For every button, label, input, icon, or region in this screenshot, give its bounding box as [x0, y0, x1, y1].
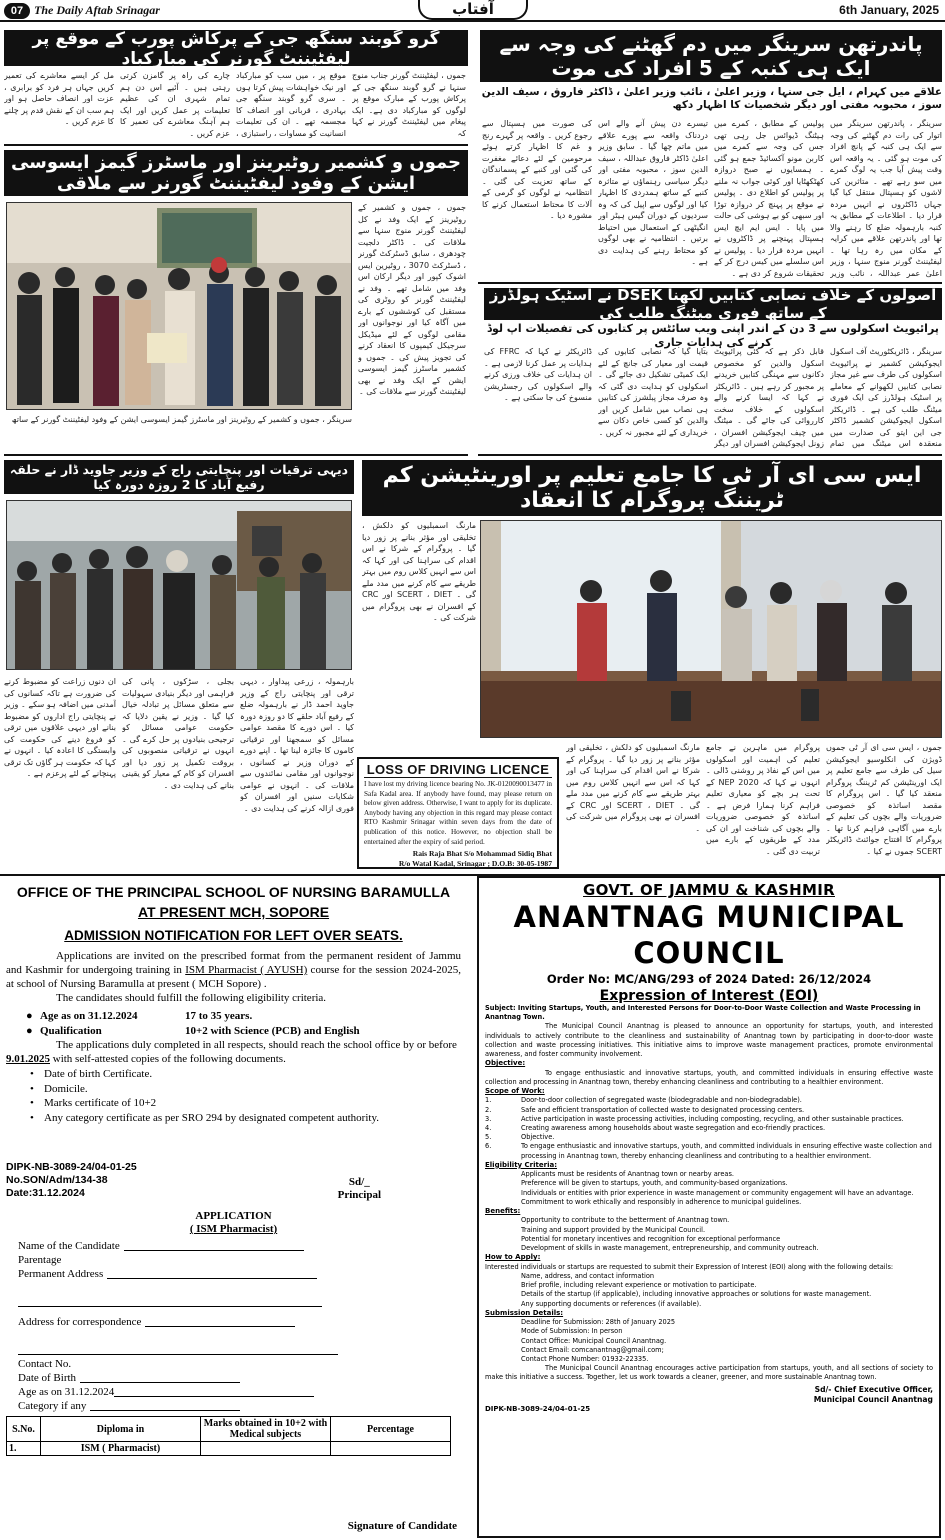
list-item: [485, 1318, 933, 1327]
suffocation-col-4: کی صورت میں ہسپتال سے رجوع کریں ۔ واقعہ پر گہرے رنج و غم کا اظہار کرتے ہوئے مرحومین کے لئے دعائے مغفرت کی گئی اور کنبے کے پسماندگان کے ساتھ تعزیت کی گئی ۔ انتظامیہ نے لوگوں کو گرمی کے آلات کا محتاط استعمال کرنے کا مشورہ دیا ۔: [482, 119, 592, 220]
rotarians-col-1: جموں ، جموں و کشمیر کے روٹیرینز کے ایک وفد نے کل لیفٹیننٹ گورنر منوج سنہا سے ملاقات کی ۔ ڈاکٹر دلجیت چودھری ، سابق ڈسٹرکٹ گورنر ، ڈسٹرکٹ 3070 ، روٹیرین ایس اشوک کپور اور دیگر ارکان اس وفد میں شامل تھے ۔ وفد نے لیفٹیننٹ گورنر کو روٹری کی مستقبل کی کوششوں کے بارے میں آگاہ کیا اور نوجوانوں اور مقامی لوگوں کے لئے میڈیکل سرجیکل کیمپوں کا انعقاد کرنے کی تجویز پیش کی ۔ جموں و کشمیر ماسٹرز گیمز ایسوسی ایشن کے ایک وفد نے بھی لیفٹیننٹ گورنر سے ملاقات کی ۔: [358, 203, 466, 396]
table-row: [7, 1442, 451, 1456]
application-title: APPLICATION: [195, 1210, 272, 1222]
eoi-closing: The Municipal Council Anantnag encourages active participation from startups, youth, and all sections of society to make this initiative a success. Together, let us work towards a cleaner, greener, and more sustainable Anantnag town.: [485, 1364, 933, 1382]
table-cell[interactable]: [201, 1442, 331, 1456]
table-header: Diploma in: [41, 1417, 201, 1442]
table-header: S.No.: [7, 1417, 41, 1442]
list-item: [485, 1337, 933, 1346]
eoi-council: ANANTNAG MUNICIPAL COUNCIL: [513, 900, 905, 970]
item-number: 1.: [485, 1096, 492, 1105]
field-line[interactable]: [114, 1386, 314, 1397]
javid-col-3: ان دنوں زراعت کو مضبوط کرنے کی ضرورت ہے تاکہ کسانوں کی آمدنی میں اضافہ ہو سکے ۔ وزیر نے پنچایتی راج اداروں کو مضبوط بنانے اور دیہی علاقوں میں ترقی کو فروغ دینے کی حکومت کی وابستگی کا اعادہ کیا ۔ انہوں نے کہا کہ حکومت ہر گاؤں تک ترقی پہنچانے کے لئے پرعزم ہے ۔: [4, 677, 116, 778]
eoi-intro: The Municipal Council Anantnag is pleased to announce an opportunity for startups, youth, and interested individuals to actively contribute to the cleanliness and sustainability of Anantnag town by participating in door-to-door waste collection and waste processing initiatives. This initiative aims to improve waste management practices, promote environmental awareness, and foster community involvement.: [485, 1022, 933, 1059]
submit-text-b: with self-attested copies of the following documents.: [50, 1053, 286, 1065]
contact-phone: Contact Phone Number: 01932-22335.: [521, 1354, 649, 1363]
criteria-list: [26, 1009, 461, 1038]
list-item: [485, 1106, 933, 1115]
eoi-dipk: DIPK-NB-3089-24/04-01-25: [485, 1404, 591, 1413]
eoi-scope-label: Scope of Work:: [485, 1087, 545, 1096]
criteria-age: ● Age as on 31.12.2024 17 to 35 years.: [26, 1010, 253, 1022]
field-label: Age as on 31.12.2024: [18, 1386, 115, 1398]
age-label: Age as on 31.12.2024: [40, 1010, 138, 1022]
item-number: 3.: [485, 1114, 492, 1123]
field-line[interactable]: [90, 1400, 240, 1411]
eoi-signatory-office: Municipal Council Anantnag: [813, 1394, 933, 1404]
item-text: Applicants must be residents of Anantnag town or nearby areas.: [521, 1170, 734, 1179]
publication-name: The Daily Aftab Srinagar: [34, 3, 160, 17]
item-text: Potential for monetary incentives and recognition for exceptional performance: [521, 1234, 781, 1243]
eoi-benefits-label: Benefits:: [485, 1207, 521, 1216]
javid-headline: دیہی ترقیات اور پنچایتی راج کے وزیر جاوید ڈار نے حلقہ رفیع آباد کا 2 روزہ دورہ کیا: [4, 460, 354, 494]
doc-text: Any category certificate as per SRO 294 by designated competent authority.: [44, 1111, 379, 1124]
item-text: Development of skills in waste management, entrepreneurship, and community outreach.: [521, 1244, 819, 1253]
list-item: [485, 1355, 933, 1364]
table-header: Marks obtained in 10+2 with Medical subjects: [201, 1417, 331, 1442]
field-label: Address for correspondence: [18, 1316, 142, 1328]
ad-eligibility-line: The candidates should fulfill the following eligibility criteria.: [56, 992, 327, 1004]
item-number: 4.: [485, 1124, 492, 1133]
divider: [478, 282, 942, 284]
ref-dipk: DIPK-NB-3089-24/04-01-25: [6, 1161, 137, 1173]
age-value: 17 to 35 years.: [185, 1010, 253, 1022]
criteria-qualification: ● Qualification 10+2 with Science (PCB) and English: [26, 1024, 360, 1037]
item-text: To engage enthusiastic and innovative startups, youth, and committed individuals in ensuring effective waste collection and processing in Anantnag town, thereby enhancing cleanliness and contributing to a healthier environment.: [521, 1142, 932, 1160]
licence-title: LOSS OF DRIVING LICENCE: [364, 762, 552, 778]
list-item: [485, 1235, 933, 1244]
eoi-scope-list: [485, 1096, 933, 1160]
scert-col-2: پروگرام میں ماہرین نے جامع تعلیم کی اہمیت اور اسکولوں میں اس کے نفاذ پر روشنی ڈالی ۔ انہوں نے کہا کہ NEP 2020 کے تحت ہر بچے کو معیاری تعلیم فراہم کرنا ہمارا فرض ہے ۔ اساتذہ کو خصوصی ضروریات والے بچوں کی شناخت اور ان کی مدد کے طریقوں کے بارے میں تربیت دی گئی ۔: [706, 743, 820, 856]
ad-location: AT PRESENT MCH, SOPORE: [137, 904, 330, 920]
rotarians-caption: سرینگر ، جموں و کشمیر کے روٹیرینز اور ماسٹرز گیمز ایسوسی ایشن کے وفود لیفٹیننٹ گورنر کے ساتھ: [11, 415, 352, 424]
doc-item: • Marks certificate of 10+2: [30, 1097, 157, 1109]
item-text: Preference will be given to startups, youth, and community-based organizations.: [521, 1179, 788, 1188]
suffocation-col-2: پولیس کے مطابق ، کمرے میں ہیٹنگ ڈیوائس جل رہی تھی جس کی وجہ سے کمرے میں کاربن مونو آکسائیڈ جمع ہو گئی ۔ ہمسایوں نے صبح دروازہ کھٹکھٹایا اور کوئی جواب نہ ملنے پر پولیس کو اطلاع دی ۔ پولیس نے موقع پر پہنچ کر دروازہ توڑا اور سبھی کو بے ہوشی کی حالت میں پایا ۔ ایس ایم ایچ ایس ہسپتال پہنچنے پر ڈاکٹروں نے انہیں مردہ قرار دیا ۔ پولیس نے اس سلسلے میں کیس درج کر کے تحقیقات شروع کر دی ہے ۔: [714, 119, 824, 278]
eoi-apply-list: [485, 1272, 933, 1309]
list-item: [485, 1327, 933, 1336]
lg-wishes-col-3: چارے کی راہ پر گامزن کرتی رہتی ہیں ۔ آئیے اس دن ہم تمام شہری ان کی عظیم تعلیمات پر عمل کریں اور ایک ہم آہنگ معاشرے کی تعمیر کا عزم کریں ۔: [120, 71, 230, 138]
list-item: [485, 1290, 933, 1299]
eoi-signatory: Sd/- Chief Executive Officer,: [814, 1384, 933, 1394]
field-blank: [18, 1282, 461, 1296]
item-text: Opportunity to contribute to the betterment of Anantnag town.: [521, 1216, 730, 1225]
field-correspondence: [18, 1316, 461, 1330]
doc-item: • Domicile.: [30, 1082, 88, 1095]
list-item: [485, 1189, 933, 1198]
ref-number: No.SON/Adm/134-38: [6, 1174, 108, 1186]
field-name: [18, 1240, 461, 1254]
item-text: Training and support provided by the Municipal Council.: [521, 1225, 706, 1234]
submit-text: The applications duly completed in all respects, should reach the school office by or before: [56, 1039, 457, 1051]
list-item: [485, 1179, 933, 1188]
application-header: [6, 1210, 461, 1236]
nursing-admission-ad: [6, 880, 461, 1536]
field-line[interactable]: [145, 1316, 295, 1327]
sd-mark: Sd/_: [348, 1176, 370, 1188]
table-cell: 1.: [7, 1442, 41, 1456]
application-form: [18, 1240, 461, 1414]
item-text: Details of the startup (if applicable), including innovative approaches or solutions for waste management.: [521, 1290, 872, 1299]
list-item: [485, 1216, 933, 1225]
suffocation-col-1: سرینگر ، پاندرتھن سرینگر میں اتوار کی رات دم گھٹنے کی وجہ سے ایک ہی کنبہ کے پانچ افراد کی موت ہو گئی ۔ یہ واقعہ اس وقت پیش آیا جب یہ لوگ کمرے میں سو رہے تھے ۔ متاثرین کی لاشوں کو ہسپتال منتقل کیا گیا جہاں ڈاکٹروں نے انہیں مردہ قرار دیا ۔ اطلاعات کے مطابق یہ کنبہ بارہمولہ ضلع کا رہنے والا تھا اور پاندرتھن علاقے میں کرایہ کے مکان میں رہ رہا تھا ۔ لیفٹیننٹ گورنر منوج سنہا ، وزیر اعلیٰ عمر عبداللہ ، نائب وزیر: [830, 119, 942, 278]
field-line[interactable]: [107, 1268, 317, 1279]
suffocation-headline: پاندرتھن سرینگر میں دم گھٹنے کی وجہ سے ایک ہی کنبہ کے 5 افراد کی موت: [480, 30, 942, 82]
field-line[interactable]: [18, 1296, 322, 1307]
item-number: 5.: [485, 1133, 492, 1142]
item-text: Brief profile, including relevant experience or motivation to participate.: [521, 1281, 757, 1290]
item-text: Individuals or entities with prior experience in waste management or community engagement will have an advantage.: [521, 1188, 914, 1197]
item-text: Contact Office: Municipal Council Anantnag.: [521, 1336, 667, 1345]
licence-body: I have lost my driving licence bearing No. JK-0120090013477 in Safa Kadal area. If anybody have found, may please return on below given address. Otherwise, I want to apply for its duplicate. Anybody having any objection in this regard may please contact RTO Kashmir Srinagar within seven days from the date of publication of this notice. However, no objection shall be entertained after the expiry of said period.: [364, 780, 552, 846]
field-line[interactable]: [18, 1344, 338, 1355]
rotarians-headline: جموں و کشمیر روٹیرینز اور ماسٹرز گیمز ایسوسی ایشن کے وفود لیفٹیننٹ گورنر سے ملاقی: [4, 150, 468, 196]
field-label: Name of the Candidate: [18, 1240, 120, 1252]
item-text: Creating awareness among households about waste segregation and eco-friendly practices.: [521, 1124, 826, 1133]
field-dob: [18, 1372, 461, 1386]
field-parentage: [18, 1254, 461, 1268]
scert-photo: [480, 520, 942, 738]
dsek-headline: اصولوں کے خلاف نصابی کتابیں لکھنا DSEK نے اسٹیک ہولڈرز کے ساتھ فوری میٹنگ طلب کی: [484, 288, 942, 320]
item-text: Active participation in waste processing activities, including composting, recycling, and other sustainable practices.: [521, 1114, 904, 1123]
eoi-submission-label: Submission Details:: [485, 1308, 564, 1317]
doc-text: Marks certificate of 10+2: [44, 1097, 157, 1109]
field-contact: [18, 1358, 461, 1372]
field-label: Date of Birth: [18, 1372, 77, 1384]
suffocation-subhead: علاقے میں کہرام ، ایل جی سنہا ، وزیر اعلیٰ ، نائب وزیر اعلیٰ ، ڈاکٹر فاروق ، سیف الدین سوز ، محبوبہ مفتی اور دیگر شخصیات کا اظہار دکھ: [481, 86, 942, 112]
eoi-order: Order No: MC/ANG/293 of 2024 Dated: 26/12/2024: [546, 972, 872, 986]
principal-signature: [338, 1176, 381, 1202]
eoi-objective-label: Objective:: [485, 1059, 526, 1068]
field-permanent-address: [18, 1268, 461, 1282]
masthead: [0, 0, 945, 22]
divider: [4, 454, 468, 456]
list-item: [485, 1198, 933, 1207]
list-item: [485, 1244, 933, 1253]
candidate-signature: Signature of Candidate: [347, 1520, 457, 1532]
dsek-col-4: ڈائریکٹر نے کہا کہ FFRC کی ہدایات پر عمل کرنا لازمی ہے ۔ ان ہدایات کی خلاف ورزی کرنے والے اسکولوں کی رجسٹریشن منسوخ کی جا سکتی ہے ۔: [484, 347, 592, 402]
lg-wishes-col-2: موقع پر ، میں سب کو مبارکباد اور نیک خواہشات پیش کرتا ہوں ۔ سری گرو گوبند سنگھ جی بہادری ، قربانی اور انصاف کا مجسمہ تھے ۔ ان کی تعلیمات انسانیت کو مساوات ، راستبازی ،: [236, 71, 346, 138]
lg-wishes-col-4: مل کر ایسے معاشرے کی تعمیر کریں جہاں ہر فرد کو برابری ، عزت اور انصاف حاصل ہو اور ہم سب ان کے نقش قدم پر چلنے کا عزم کریں ۔: [4, 71, 114, 126]
eoi-apply-intro: Interested individuals or startups are requested to submit their Expression of Interest (EOI) along with the following details:: [485, 1262, 894, 1271]
loss-of-licence-notice: [357, 757, 559, 869]
item-text: Door-to-door collection of segregated waste (biodegradable and non-biodegradable).: [521, 1096, 802, 1105]
doc-text: Date of birth Certificate.: [44, 1068, 153, 1080]
application-subtitle: ( ISM Pharmacist): [189, 1223, 278, 1235]
eoi-ad: [477, 876, 941, 1538]
javid-col-1: بارہمولہ ، زرعی پیداوار ، دیہی ترقی اور پنچایتی راج کے وزیر جاوید احمد ڈار نے بارہمولہ ضلع کے رفیع آباد حلقے کا دو روزہ دورہ کیا ۔ اس دورے کا مقصد عوامی مسائل کو سمجھنا اور ترقیاتی کاموں کا جائزہ لینا تھا ۔ اپنے دورے کے دوران وزیر نے کسانوں ، نوجوانوں اور مقامی نمائندوں سے ملاقات کی ۔ انہوں نے عوامی شکایات سنیں اور افسران کو فوری ازالہ کرنے کی ہدایت دی ۔: [240, 677, 354, 813]
scert-col-1: جموں ، ایس سی ای آر ٹی جموں ڈویژن کی انکلوسیو ایجوکیشن سیل کی طرف سے جامع تعلیم پر ایک اورینٹیشن کم ٹریننگ پروگرام منعقد کیا گیا ۔ اس پروگرام کا مقصد اساتذہ کو خصوصی ضروریات والے بچوں کی تعلیم کے بارے میں آگاہی فراہم کرنا تھا ۔ پروگرام کا افتتاح جوائنٹ ڈائریکٹر SCERT جموں نے کیا ۔: [826, 743, 942, 856]
scert-col-3: مارنگ اسمبلیوں کو دلکش ، تخلیقی اور مؤثر بنانے پر زور دیا گیا ۔ پروگرام کے شرکا نے اس اقدام کی سراہنا کی اور کہا کہ اس سے انہیں کلاس روم میں بہتر طریقے سے کام کرنے میں مدد ملے گی ۔ SCERT ، DIET اور CRC کے افسران نے بھی پروگرام میں شرکت کی ۔: [362, 521, 476, 622]
item-text: Safe and efficient transportation of collected waste to designated processing centers.: [521, 1105, 805, 1114]
ref-date: Date:31.12.2024: [6, 1187, 85, 1199]
item-text: Commitment to work ethically and responsibly in adherence to municipal guidelines.: [521, 1197, 802, 1206]
ad-office-title: OFFICE OF THE PRINCIPAL SCHOOL OF NURSING BARAMULLA: [16, 884, 451, 900]
item-text: Name, address, and contact information: [521, 1271, 655, 1280]
eoi-benefits-list: [485, 1216, 933, 1253]
table-cell[interactable]: [331, 1442, 451, 1456]
doc-item: • Any category certificate as per SRO 294 by designated competent authority.: [30, 1111, 379, 1124]
list-item: [485, 1115, 933, 1124]
list-item: [485, 1281, 933, 1290]
eoi-subject: Subject: Inviting Startups, Youth, and Interested Persons for Door-to-Door Waste Collection and Waste Processing in Anantnag Town.: [485, 1004, 921, 1022]
field-label: Parentage: [18, 1254, 62, 1266]
licence-address: R/o Watal Kadal, Srinagar ; D.O.B: 30-05-1987: [398, 859, 552, 869]
eoi-eligibility-list: [485, 1170, 933, 1207]
item-number: 6.: [485, 1142, 492, 1151]
scert-col-2b: مارنگ اسمبلیوں کو دلکش ، تخلیقی اور مؤثر بنانے پر زور دیا گیا ۔ پروگرام کے شرکا نے اس اقدام کی سراہنا کی اور کہا کہ اس سے انہیں کلاس روم میں بہتر طریقے سے کام کرنے میں مدد ملے گی ۔ SCERT ، DIET اور CRC کے افسران نے بھی پروگرام میں شرکت کی ۔: [566, 743, 700, 833]
list-item: [485, 1124, 933, 1133]
list-item: [485, 1346, 933, 1355]
field-line[interactable]: [80, 1372, 240, 1383]
field-blank: [18, 1344, 461, 1358]
ad-notification-title: ADMISSION NOTIFICATION FOR LEFT OVER SEATS.: [64, 928, 403, 943]
item-text: Mode of Submission: In person: [521, 1327, 623, 1336]
doc-item: • Date of birth Certificate.: [30, 1068, 153, 1080]
principal-label: Principal: [337, 1189, 381, 1201]
item-number: 2.: [485, 1105, 492, 1114]
field-blank: [18, 1330, 461, 1344]
list-item: [485, 1096, 933, 1105]
javid-photo: [6, 500, 352, 670]
field-label: Contact No.: [18, 1358, 72, 1370]
doc-text: Domicile.: [44, 1082, 88, 1095]
qualification-table: [6, 1416, 451, 1456]
lg-wishes-col-1: جموں ، لیفٹیننٹ گورنر جناب منوج سنہا نے گرو گوبند سنگھ جی کے پرکاش پورب کے مبارک موقع پر لوگوں کو مبارکباد دی ہے۔ ایک پیغام میں لیفٹیننٹ گورنر نے کہا کہ: [352, 71, 466, 138]
item-text: Deadline for Submission: 28th of January 2025: [521, 1318, 676, 1327]
dsek-subhead: پرائیویٹ اسکولوں سے 3 دن کے اندر اپنی ویب سائٹس پر کتابوں کی تفصیلات اپ لوڈ کرنے کی ہدایات جاری: [487, 322, 939, 349]
list-item: [485, 1133, 933, 1142]
suffocation-col-3: تیسرے دن پیش آنے والے اس دردناک واقعہ سے پورے علاقے میں ماتم چھا گیا ۔ سابق وزیر اعلیٰ ڈاکٹر فاروق عبداللہ ، سیف الدین سوز ، محبوبہ مفتی اور دیگر سیاسی رہنماؤں نے متاثرہ کنبے کے ساتھ ہمدردی کا اظہار کیا اور لوگوں سے اپیل کی کہ وہ سردیوں کے دوران گیس ہیٹر اور انگیٹھی کے استعمال میں احتیاط برتیں ۔ انتظامیہ نے بھی لوگوں کو محتاط رہنے کی ہدایت دی ہے ۔: [598, 119, 708, 266]
contact-email[interactable]: Contact Email: comcanantnag@gmail.com;: [521, 1345, 664, 1354]
scert-headline: ایس سی ای آر ٹی کا جامع تعلیم پر اورینٹیشن کم ٹریننگ پروگرام کا انعقاد: [362, 460, 942, 516]
table-cell: ISM ( Pharmacist): [41, 1442, 201, 1456]
divider: [4, 144, 468, 146]
qual-value: 10+2 with Science (PCB) and English: [185, 1024, 360, 1037]
eoi-eligibility-label: Eligibility Criteria:: [485, 1160, 558, 1169]
field-category: [18, 1400, 461, 1414]
list-item: [485, 1142, 933, 1160]
documents-list: [30, 1067, 461, 1125]
rotarians-photo: [6, 202, 352, 410]
table-header: Percentage: [331, 1417, 451, 1442]
list-item: [485, 1170, 933, 1179]
ad-references: [6, 1161, 461, 1200]
newspaper-logo: آفتاب: [418, 0, 528, 20]
eoi-objective: To engage enthusiastic and innovative startups, youth, and committed individuals in ensuring effective waste collection and processing in Anantnag town, thereby enhancing cleanliness and contributing to a healthier environment.: [485, 1068, 933, 1086]
divider: [478, 454, 942, 456]
ad-intro: [6, 949, 461, 991]
field-age: [18, 1386, 461, 1400]
item-text: Any supporting documents or references (if available).: [521, 1299, 702, 1308]
dsek-col-1: سرینگر ، ڈائریکٹوریٹ آف اسکول ایجوکیشن کشمیر نے پرائیویٹ اسکولوں کی طرف سے غیر مجاز نصابی کتابیں لکھوانے کے معاملے پر اسٹیک ہولڈرز کی ایک فوری میٹنگ طلب کی ہے ۔ ڈائریکٹر اسکول ایجوکیشن کشمیر ڈاکٹر جی این ایتو کی صدارت میں منعقدہ اس میٹنگ میں تمام: [830, 347, 942, 448]
ad-course-name: ISM Pharmacist ( AYUSH): [185, 964, 308, 976]
dsek-col-3: بتایا گیا کہ نصابی کتابوں کی قیمت اور معیار کی جانچ کے لئے ایک کمیٹی تشکیل دی جائے گی ۔ اسکولوں کو ہدایت دی گئی کہ وہ صرف مجاز پبلشرز کی کتابیں ہی نصاب میں شامل کریں اور والدین کو کسی خاص دکان سے خریداری کے لئے مجبور نہ کریں ۔: [598, 347, 708, 437]
field-blank: [18, 1296, 461, 1310]
page-number: 07: [4, 3, 30, 19]
javid-col-2: بجلی ، سڑکوں ، پانی کی فراہمی اور دیگر بنیادی سہولیات سے متعلق مسائل پر تبادلہ خیال کیا گیا ۔ وزیر نے یقین دلایا کہ حکومت عوامی مسائل کو ترجیحی بنیادوں پر حل کرے گی ۔ انہوں نے ترقیاتی منصوبوں کی بروقت تکمیل پر زور دیا اور افسران کو کام کے معیار کو یقینی بنانے کی ہدایت دی ۔: [122, 677, 234, 790]
ad-submit-line: [6, 1038, 461, 1066]
list-item: [485, 1272, 933, 1281]
eoi-submission-list: [485, 1318, 933, 1364]
item-text: Objective.: [521, 1133, 555, 1142]
list-item: [485, 1226, 933, 1235]
field-label: Permanent Address: [18, 1268, 104, 1280]
table-header-row: [7, 1417, 451, 1442]
list-item: [485, 1300, 933, 1309]
ad-intro-text: Applications are invited on the prescribed format from the permanent resident of Jammu and Kashmir for undergoing training in: [6, 950, 461, 976]
eoi-title: Expression of Interest (EOI): [599, 988, 819, 1004]
eoi-govt: GOVT. OF JAMMU & KASHMIR: [583, 881, 835, 899]
lg-wishes-headline: گرو گوبند سنگھ جی کے پرکاش پورب کے موقع پر لیفٹیننٹ گورنر کی مبارکباد: [4, 30, 468, 66]
qual-label: Qualification: [40, 1024, 102, 1037]
ad-intro-text-b: course for the session 2024-2025, at school of Nursing Baramulla at present ( MCH Sopore) .: [6, 964, 462, 990]
dsek-col-2: قابل ذکر ہے کہ کئی پرائیویٹ اسکول والدین کو مخصوص دکانوں سے مہنگی کتابیں خریدنے پر مجبور کر رہے ہیں ۔ ڈائریکٹر نے کہا کہ ایسا کرنے والے اسکولوں کے خلاف سخت کارروائی کی جائے گی ۔ میٹنگ میں چیف ایجوکیشن افسران ، زونل ایجوکیشن افسران اور دیگر: [714, 347, 824, 448]
issue-date: 6th January, 2025: [839, 3, 939, 17]
field-label: Category if any: [18, 1400, 87, 1412]
submit-date: 9.01.2025: [6, 1053, 50, 1065]
field-line[interactable]: [124, 1240, 304, 1251]
eoi-apply-label: How to Apply:: [485, 1253, 541, 1262]
licence-signature: Rais Raja Bhat S/o Mohammad Sidiq Bhat: [412, 849, 552, 859]
